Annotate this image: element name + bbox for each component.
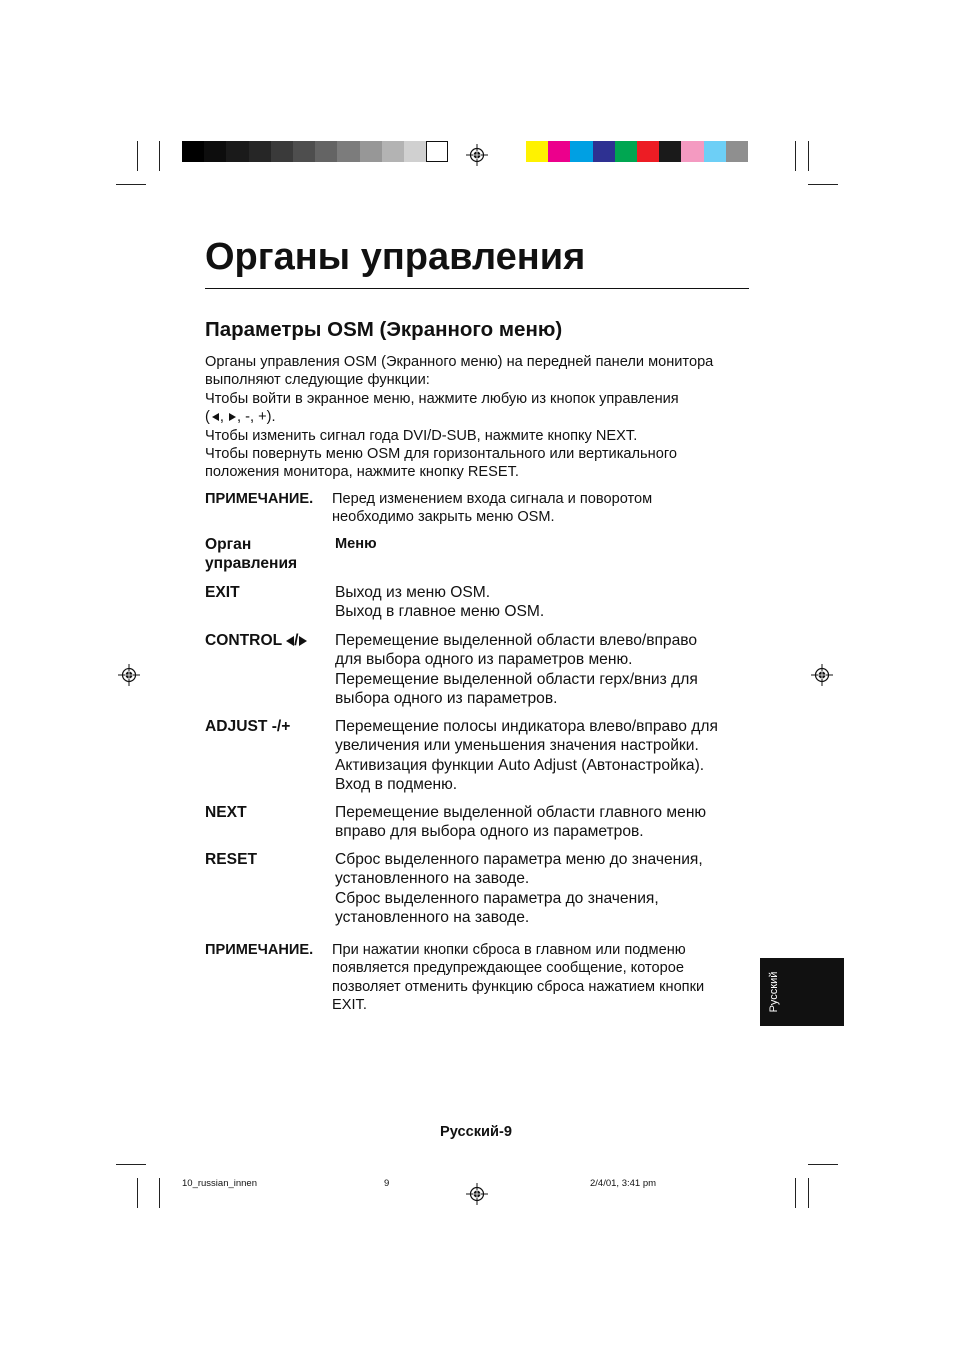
gray-swatch (204, 141, 226, 162)
note-line: позволяет отменить функцию сброса нажатием кнопки (332, 978, 705, 995)
note-line: Перед изменением входа сигнала и поворотом (332, 491, 653, 507)
slug-page: 9 (384, 1178, 390, 1189)
description-line: установленного на заводе. (335, 870, 530, 888)
row-label-exit: EXIT (205, 584, 240, 601)
triangle-left-icon (286, 636, 294, 646)
gray-swatch (182, 141, 204, 162)
description-line: Выход в главное меню OSM. (335, 603, 545, 621)
intro-line: Органы управления OSM (Экранного меню) на передней панели монитора (205, 354, 714, 370)
color-swatch (659, 141, 681, 162)
gray-swatch (382, 141, 404, 162)
note-text (332, 941, 704, 1015)
page-number: Русский-9 (440, 1124, 512, 1140)
description-line: выбора одного из параметров. (335, 690, 558, 708)
note-line: EXIT. (332, 997, 367, 1014)
description-line: Вход в подменю. (335, 776, 458, 794)
registration-mark-icon (811, 664, 833, 686)
intro-line: Чтобы изменить сигнал года DVI/D-SUB, нажмите кнопку NEXT. (205, 427, 638, 444)
triangle-left-icon (212, 413, 219, 421)
title-divider (205, 288, 749, 289)
intro-line: положения монитора, нажмите кнопку RESET. (205, 464, 519, 481)
row-description (335, 803, 706, 842)
color-swatch (593, 141, 615, 162)
description-line: вправо для выбора одного из параметров. (335, 823, 644, 841)
slug-date: 2/4/01, 3:41 pm (590, 1178, 657, 1189)
triangle-right-icon (229, 413, 236, 421)
note-line: необходимо закрыть меню OSM. (332, 509, 555, 526)
note-line: При нажатии кнопки сброса в главном или подменю (332, 942, 686, 958)
column-header-control (205, 535, 297, 574)
color-swatch (681, 141, 703, 162)
gray-swatch (315, 141, 337, 162)
description-line: Активизация функции Auto Adjust (Автонастройка). (335, 756, 705, 774)
row-label-reset: RESET (205, 851, 257, 868)
gray-swatch (226, 141, 248, 162)
intro-line: Чтобы повернуть меню OSM для горизонтального или вертикального (205, 446, 677, 463)
row-description (335, 583, 544, 622)
header-line: управления (205, 555, 298, 573)
triangle-right-icon (299, 636, 307, 646)
color-swatch (548, 141, 570, 162)
intro-keys-text: , -, +). (236, 409, 276, 426)
description-line: Выход из меню OSM. (335, 584, 491, 601)
language-tab-label: Русский (768, 971, 780, 1013)
gray-swatch (293, 141, 315, 162)
description-line: Перемещение полосы индикатора влево/вправо для (335, 718, 718, 735)
color-swatch (637, 141, 659, 162)
control-label-text: CONTROL (205, 632, 282, 649)
registration-mark-icon (118, 664, 140, 686)
gray-swatch (271, 141, 293, 162)
row-label-control: CONTROL / (205, 631, 307, 650)
row-label-adjust: ADJUST -/+ (205, 718, 291, 735)
gray-swatch (426, 141, 448, 162)
section-heading: Параметры OSM (Экранного меню) (205, 318, 563, 341)
intro-keys-line: ( , , -, +). (205, 409, 276, 426)
intro-line: выполняют следующие функции: (205, 372, 430, 389)
description-line: установленного на заводе. (335, 909, 530, 927)
description-line: Сброс выделенного параметра до значения, (335, 889, 659, 907)
gray-swatch (337, 141, 359, 162)
page-title: Органы управления (205, 236, 586, 278)
header-line: Орган (205, 536, 252, 553)
description-line: Перемещение выделенной области герх/вниз для (335, 670, 698, 688)
column-header-menu: Меню (335, 536, 377, 552)
color-swatch (704, 141, 726, 162)
row-description (335, 850, 703, 928)
intro-paragraph (205, 353, 765, 482)
note-label: ПРИМЕЧАНИЕ. (205, 491, 314, 507)
description-line: Перемещение выделенной области главного меню (335, 804, 707, 821)
gray-swatch (404, 141, 426, 162)
row-description (335, 717, 718, 795)
note-text (332, 490, 652, 527)
row-label-next: NEXT (205, 804, 247, 821)
color-swatch (526, 141, 548, 162)
description-line: для выбора одного из параметров меню. (335, 651, 633, 669)
registration-mark-icon (466, 1183, 488, 1205)
description-line: Перемещение выделенной области влево/вправо (335, 632, 698, 649)
note-line: появляется предупреждающее сообщение, которое (332, 960, 685, 977)
language-tab (760, 958, 844, 1026)
note-label: ПРИМЕЧАНИЕ. (205, 942, 314, 958)
color-swatch (726, 141, 748, 162)
gray-swatch (249, 141, 271, 162)
description-line: Сброс выделенного параметра меню до значения, (335, 851, 703, 868)
color-swatch (570, 141, 592, 162)
color-swatch (615, 141, 637, 162)
intro-line: Чтобы войти в экранное меню, нажмите любую из кнопок управления (205, 390, 679, 407)
description-line: увеличения или уменьшения значения настройки. (335, 737, 699, 755)
registration-mark-icon (466, 144, 488, 166)
gray-swatch (360, 141, 382, 162)
slug-filename: 10_russian_innen (182, 1178, 258, 1189)
row-description (335, 631, 698, 709)
